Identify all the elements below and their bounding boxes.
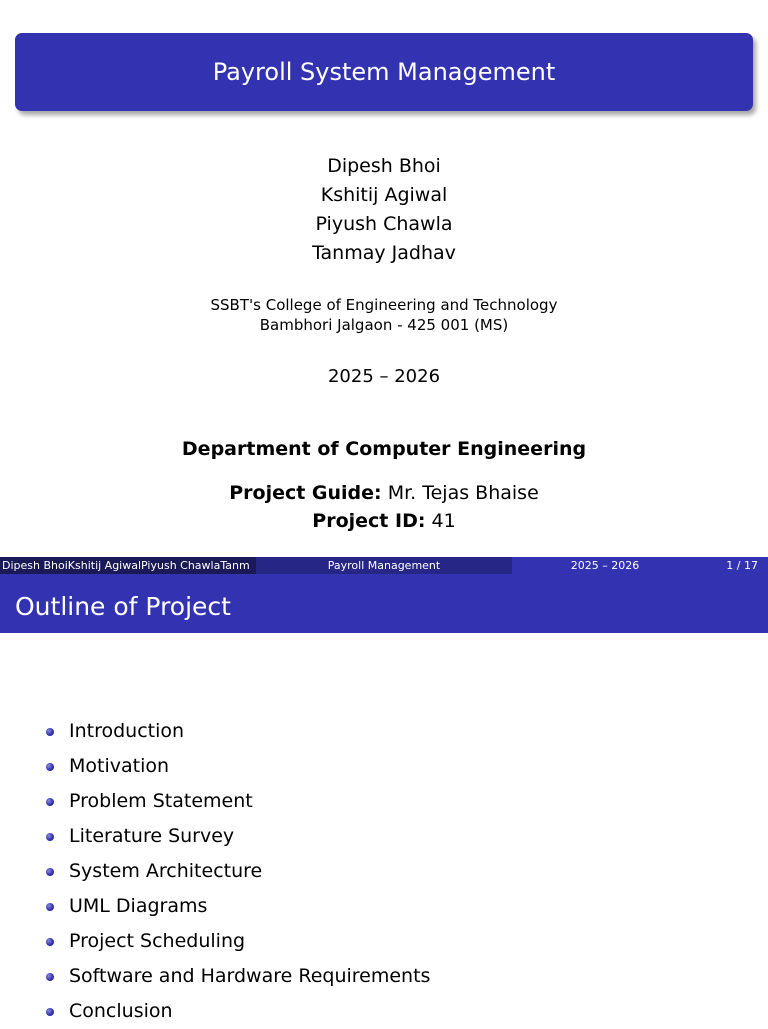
list-item-label: UML Diagrams <box>69 895 208 917</box>
institute-address: Bambhori Jalgaon - 425 001 (MS) <box>259 316 509 334</box>
author-name: Piyush Chawla <box>315 213 453 235</box>
list-item-label: Introduction <box>69 720 185 742</box>
footer-right <box>512 557 768 574</box>
bullet-icon <box>46 1008 54 1016</box>
author-name: Tanmay Jadhav <box>312 242 456 264</box>
list-item-label: Problem Statement <box>69 790 253 812</box>
guide-label: Project Guide: <box>229 482 382 504</box>
list-item-label: Software and Hardware Requirements <box>69 965 431 987</box>
list-item-label: Conclusion <box>69 1000 173 1022</box>
presentation-title: Payroll System Management <box>212 58 556 86</box>
bullet-icon <box>46 973 54 981</box>
list-item <box>46 924 430 959</box>
list-item <box>46 784 430 819</box>
list-item-label: Project Scheduling <box>69 930 246 952</box>
list-item <box>46 854 430 889</box>
list-item-label: Literature Survey <box>69 825 235 847</box>
guide-name: Mr. Tejas Bhaise <box>387 482 539 504</box>
outline-frame-title: Outline of Project <box>0 574 768 633</box>
academic-year: 2025 – 2026 <box>327 366 441 387</box>
bullet-icon <box>46 833 54 841</box>
author-list <box>0 152 768 268</box>
outline-list <box>46 714 430 1029</box>
slide-footer <box>0 557 768 574</box>
project-id-value: 41 <box>431 510 456 532</box>
footer-title: Payroll Management <box>256 557 512 574</box>
department-name: Department of Computer Engineering <box>181 438 587 460</box>
list-item <box>46 714 430 749</box>
bullet-icon <box>46 903 54 911</box>
bullet-icon <box>46 868 54 876</box>
project-guide-line <box>0 479 768 507</box>
project-info <box>0 479 768 535</box>
institute <box>0 295 768 335</box>
list-item-label: System Architecture <box>69 860 263 882</box>
footer-page-number: 1 / 17 <box>726 559 758 572</box>
bullet-icon <box>46 938 54 946</box>
project-id-line <box>0 507 768 535</box>
author-name: Dipesh Bhoi <box>327 155 441 177</box>
bullet-icon <box>46 763 54 771</box>
footer-authors: Dipesh BhoiKshitij AgiwalPiyush ChawlaTanm <box>0 557 256 574</box>
bullet-icon <box>46 728 54 736</box>
author-name: Kshitij Agiwal <box>320 184 448 206</box>
presentation-title-box <box>15 33 753 111</box>
bullet-icon <box>46 798 54 806</box>
project-id-label: Project ID: <box>312 510 426 532</box>
footer-year: 2025 – 2026 <box>570 559 640 572</box>
list-item <box>46 749 430 784</box>
list-item <box>46 819 430 854</box>
list-item <box>46 889 430 924</box>
list-item <box>46 959 430 994</box>
list-item-label: Motivation <box>69 755 170 777</box>
institute-name: SSBT's College of Engineering and Technology <box>210 296 558 314</box>
